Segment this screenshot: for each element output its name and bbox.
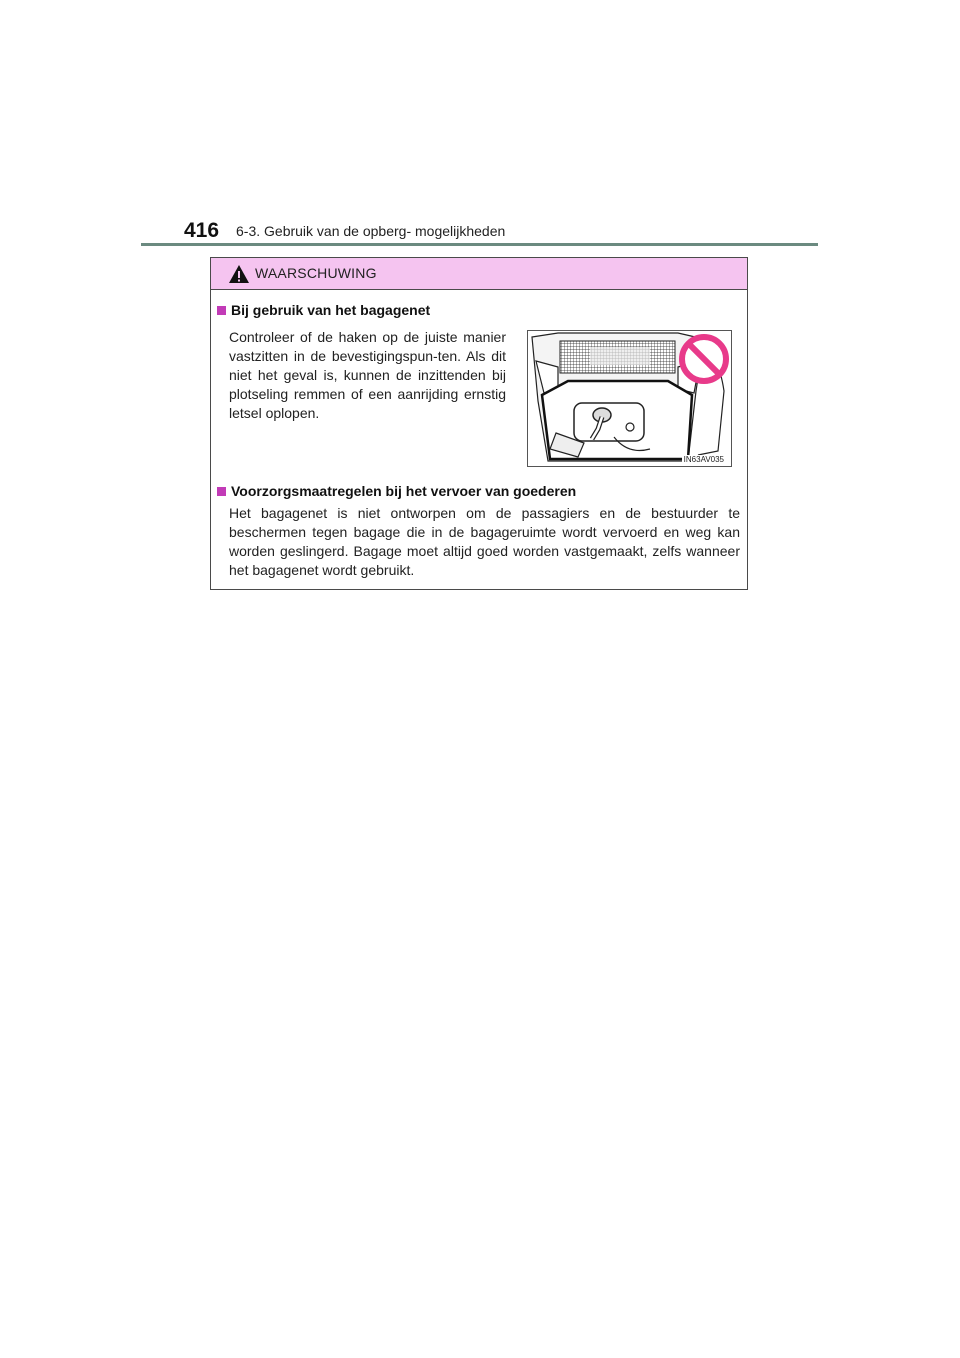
warning-header [211, 258, 747, 290]
warning-box [210, 257, 748, 590]
illustration-code: IN63AV035 [683, 455, 724, 464]
section-heading-1-text: Bij gebruik van het bagagenet [231, 302, 431, 318]
section-heading-1 [217, 302, 430, 318]
bullet-square-icon [217, 306, 226, 315]
section-title: 6-3. Gebruik van de opberg- mogelijkheden [236, 223, 506, 239]
bullet-square-icon [217, 487, 226, 496]
warning-title: WAARSCHUWING [255, 265, 377, 281]
section-text-2: Het bagagenet is niet ontworpen om de passagiers en de bestuurder te beschermen tegen bagage die in de bagageruimte wordt vervoerd en weg kan worden geslingerd. Bagage moet altijd goed worden vastgemaakt, zelfs wanneer het bagagenet wordt gebruikt. [229, 505, 740, 578]
section-heading-2 [217, 483, 576, 499]
section-text-1: Controleer of de haken op de juiste manier vastzitten in de bevestigingspun-ten. Als dit niet het geval is, kunnen de inzittenden bij plotseling remmen of een aanrijding ernstig letsel oplopen. [229, 329, 506, 421]
page-number: 416 [184, 219, 220, 242]
illustration [527, 330, 732, 467]
warning-triangle-icon [228, 264, 250, 284]
luggage-net-hook-illustration [528, 331, 731, 466]
section-heading-2-text: Voorzorgsmaatregelen bij het vervoer van goederen [231, 483, 577, 499]
header-rule [141, 243, 818, 246]
prohibited-icon [682, 337, 726, 381]
